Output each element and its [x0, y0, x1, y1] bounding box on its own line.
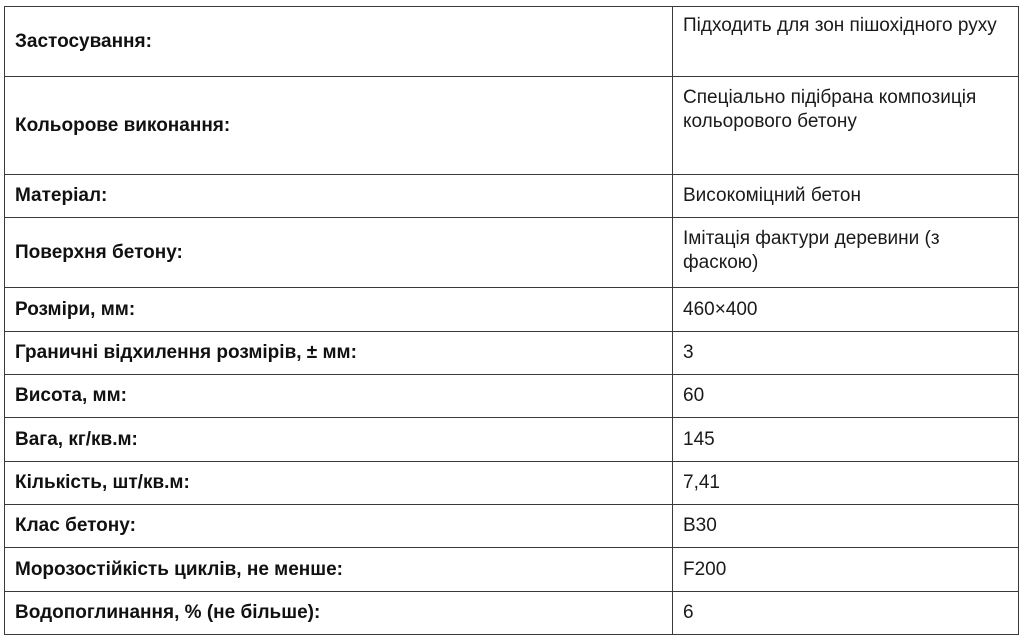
row-value: Спеціально підібрана композиція кольорового бетону — [673, 77, 1019, 175]
row-label: Морозостійкість циклів, не менше: — [5, 548, 673, 592]
row-label: Матеріал: — [5, 175, 673, 218]
row-value: 460×400 — [673, 288, 1019, 332]
row-label: Граничні відхилення розмірів, ± мм: — [5, 332, 673, 375]
table-row — [5, 288, 1019, 332]
table-row — [5, 592, 1019, 635]
row-label: Розміри, мм: — [5, 288, 673, 332]
table-row — [5, 218, 1019, 288]
row-value: 7,41 — [673, 462, 1019, 505]
row-value: 60 — [673, 375, 1019, 418]
row-label: Вага, кг/кв.м: — [5, 418, 673, 462]
row-label: Кількість, шт/кв.м: — [5, 462, 673, 505]
table-row — [5, 462, 1019, 505]
table-row — [5, 7, 1019, 77]
specifications-table — [4, 6, 1019, 635]
row-value: Імітація фактури деревини (з фаскою) — [673, 218, 1019, 288]
row-value: 3 — [673, 332, 1019, 375]
row-value: Високоміцний бетон — [673, 175, 1019, 218]
row-label: Кольорове виконання: — [5, 77, 673, 175]
row-label: Висота, мм: — [5, 375, 673, 418]
row-label: Клас бетону: — [5, 505, 673, 548]
row-value: Підходить для зон пішохідного руху — [673, 7, 1019, 77]
table-row — [5, 175, 1019, 218]
table-row — [5, 505, 1019, 548]
row-value: 6 — [673, 592, 1019, 635]
row-value: 145 — [673, 418, 1019, 462]
table-row — [5, 375, 1019, 418]
row-label: Поверхня бетону: — [5, 218, 673, 288]
table-row — [5, 418, 1019, 462]
row-value: F200 — [673, 548, 1019, 592]
table-row — [5, 77, 1019, 175]
table-row — [5, 548, 1019, 592]
row-value: B30 — [673, 505, 1019, 548]
row-label: Водопоглинання, % (не більше): — [5, 592, 673, 635]
row-label: Застосування: — [5, 7, 673, 77]
table-row — [5, 332, 1019, 375]
